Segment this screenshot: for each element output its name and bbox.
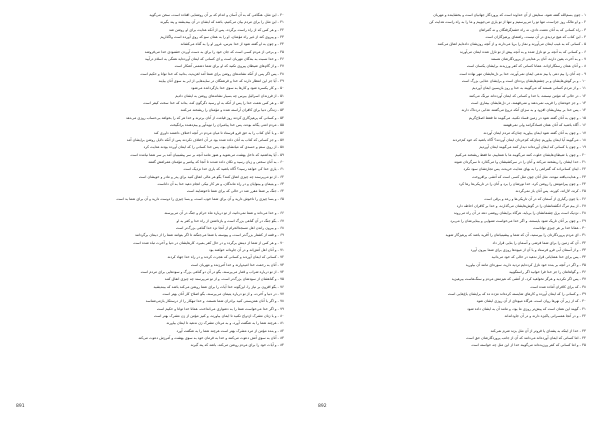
text-line: ۱ - چون بسم‌الله گفته شود، ستایش از آن خداوند است که پروردگار جهانیان است و بخشاینده و مهربان (433, 13, 586, 17)
text-line: ۱۸ - می‌گویند آیا ایمان بیاوریم چنان‌که کم‌خردان ایمان آوردند؟ آگاه باشید که خود کم‌خردند (452, 137, 586, 142)
text-line: ۵۶ - و با آنان کتاب را به حق فرو فرستاد تا میان مردم در آنچه اختلاف داشتند داوری کند (153, 130, 284, 135)
text-line: ۶۱ - یاری خدا کی خواهد رسید؟ آگاه باشید که یاری خدا نزدیک است (183, 167, 284, 172)
text-line: ۴۴ - و چون به او گفته شود از خدا بترس، غرور او را به گناه می‌کشاند (180, 42, 284, 47)
text-line: ۶۷ - بگو جنگ در آن گناهی بزرگ است و بازداشتن از راه خدا و کفر به او (176, 218, 284, 223)
text-line: ۲۶ - یا چون رگباری از آسمان که در آن تاریکی‌ها و رعد و برقی است (484, 196, 586, 201)
text-line: ۳۰ - همانا خدا بر هر چیزی تواناست (533, 225, 586, 230)
text-line: ۶۰ - به آنان سختی و زیان رسید و تکان داده شدند تا آنجا که پیامبر و مؤمنان همراهش گفتند (148, 159, 284, 164)
text-line: ۵۴ - و کسانی که پرهیزگاری کردند روز قیامت از آنان برترند و خدا هر که را بخواهد بی‌حساب روزی می‌دهد (125, 115, 284, 120)
text-line: ۴۱ - این مثل را برای مردم بیان می‌کنیم، باشد که ایشان در آن بیندیشند و پند بگیرند (160, 20, 284, 25)
text-line: ۴۰ - این مثل، هنگامی که به آن آسان و اندام که بر آن روشنایی افتاده است، سخن می‌گوید (149, 13, 284, 17)
text-line: ۵۲ - و هر کس نعمت خدا را پس از آنکه به او رسید دگرگون کند، بداند که خدا سخت کیفر است (143, 101, 284, 106)
text-line: ۵۷ - و جز کسانی که کتاب به آنان داده شده بود در آن اختلاف نکردند پس از آنکه دلایل روشن برایشان آمد (126, 137, 284, 142)
text-line: ۱۰ - و بر گوش‌هایشان و بر چشم‌هایشان پرده‌ای است و برایشان عذابی بزرگ است (461, 79, 586, 84)
text-line: ۳۴ - پس برای خدا همتایانی قرار ندهید در حالی که خود می‌دانید (491, 255, 586, 260)
left-page (14, 0, 284, 424)
text-line: ۴ - این کتاب که هیچ تردیدی در آن نیست، راهنمای پرهیزگاران است (485, 35, 586, 40)
text-line: ۳۶ - و گواهانتان را جز خدا فرا خوانید اگر راستگویید (509, 270, 586, 275)
text-line: ۶۵ - و بسا چیزی را ناخوش دارید و آن برای شما خوب است، و بسا چیزی را دوست دارید و آن برای شما بد است (116, 196, 284, 201)
text-line: ۸۲ - و بنده مؤمن از مرد مشرک بهتر است هرچند شما را به شگفت آورد (176, 328, 284, 333)
text-line: ۴۲ - و هر کس که از راه راست برگردد، پس از آنکه هدایت برای او روشن شد (169, 27, 284, 32)
text-line: ۳۱ - ای مردم پروردگارتان را بپرستید، آن که شما و پیشینیانتان را آفرید باشد که پرهیزگار شوید (445, 233, 586, 238)
text-line: ۲۵ - کرند، لال‌اند، کورند، پس آنان باز نمی‌گردند (515, 189, 586, 194)
text-line: ۸ - و آنان همان رستگاران‌اند، همانا کسانی که کفر ورزیدند برایشان یکسان است (466, 64, 586, 69)
text-line: ۴۹ - آیا جز این انتظار دارند که خدا و فرشتگان در سایه‌هایی از ابر به سوی آنان بیایند (158, 79, 284, 84)
text-line: ۷۲ - کسانی که ایمان آوردند و کسانی که هجرت کردند و در راه خدا جهاد کردند (167, 255, 284, 260)
left-page-text (14, 12, 284, 350)
text-line: ۶ - و کسانی که به آنچه بر تو نازل شده و به آنچه پیش از تو نازل شده ایمان می‌آورند (459, 49, 586, 54)
text-line: ۷۹ - و اگر خدا می‌خواست شما را به دشواری می‌انداخت، همانا خدا توانا و حکیم است (156, 306, 284, 311)
text-line: ۷۷ - در دنیا و آخرت، و از تو درباره یتیمان می‌پرسند، بگو اصلاح کار آنان بهتر است (162, 292, 284, 297)
text-line: ۴۵ - و اما کسانی که کفر ورزیده‌اند می‌گویند خدا از این مثل چه خواسته است (471, 343, 586, 348)
text-line: ۲۰ - و چون با شیطان‌هایشان خلوت کنند می‌گویند ما با شماییم، ما فقط ریشخند می‌کنیم (455, 152, 586, 157)
text-line: ۶۶ - و خدا می‌داند و شما نمی‌دانید، از تو درباره ماه حرام و جنگ در آن می‌پرسند (164, 211, 284, 216)
text-line: ۱۴ - پس خدا بر بیماریشان افزود و به سزای آنکه دروغ می‌گفتند عذابی دردناک دارند (461, 108, 586, 113)
text-line: ۸۱ - هرچند شما را به شگفت آورد، و به مردان مشرک زن ندهید تا ایمان بیاورند (166, 321, 284, 326)
text-line: ۲۱ - خدا ایشان را ریشخند می‌کند و آنان را در سرکشیشان وا می‌گذارد تا سرگردان شوند (454, 159, 586, 164)
text-line: ۳۹ - و کسانی را که ایمان آورده و کارهای شایسته کرده‌اند مژده ده که برایشان باغ‌هایی است (447, 292, 586, 297)
text-line: ۲۴ - و چون پیرامونش را روشن کرد، خدا نورشان را برد و آنان را در تاریکی‌ها رها کرد (458, 181, 586, 186)
text-line: ۷۱ - و آنان اهل آتش‌اند و در آن جاودانه خواهند بود (209, 248, 284, 252)
text-line: ۳۷ - پس اگر نکردید و هرگز نخواهید کرد، از آتشی که هیزمش مردم و سنگ‌هاست بپرهیزید (451, 277, 586, 282)
text-line: ۶۳ - و یتیمان و بینوایان و در راه ماندگان، و هر کار نیکی انجام دهید خدا به آن داناست (157, 181, 284, 186)
text-line: ۴۲ - و در آنجا همسرانی پاکیزه دارند و در آن جاودانه‌اند (504, 314, 586, 319)
text-line: ۱۲ - در حالی که مؤمن نیستند، با خدا و کسانی که ایمان آورده‌اند نیرنگ می‌کنند (469, 93, 586, 98)
text-line: ۱۵ - و چون به آنان گفته شود در زمین فساد نکنید، می‌گویند ما فقط اصلاح‌گریم (468, 115, 586, 120)
text-line: ۴۶ - و خدا نسبت به بندگان مهربان است و ای کسانی که ایمان آورده‌اید همگی به اسلام درآیید (145, 57, 284, 62)
text-line: ۷ - و به آخرت یقین دارند، آنان بر هدایتی از پروردگارشان هستند (490, 57, 586, 62)
text-line: ۴۵ - و برخی از مردم کسی است که جان خود را برای به دست آوردن خشنودی خدا می‌فروشد (144, 49, 284, 54)
text-line: ۳۵ - و اگر در آنچه بر بنده خود نازل کرده‌ایم تردید دارید، سوره‌ای مانند آن بیاورید (465, 262, 586, 267)
text-line: ۵۰ - و کار یکسره شود و کارها به سوی خدا بازگردانده می‌شود (191, 86, 284, 91)
text-line: ۴۸ - پس اگر پس از آنکه نشانه‌های روشن برای شما آمد لغزیدید، بدانید که خدا توانا و حکیم است (140, 71, 284, 76)
text-line: ۴۷ - و از گام‌های شیطان پیروی نکنید که او برای شما دشمنی آشکار است (174, 64, 284, 69)
text-line: ۱۹ - و چون با کسانی که ایمان آورده‌اند دیدار کنند می‌گویند ایمان آوردیم (479, 145, 586, 150)
text-line: ۵۸ - از روی ستم و حسدی که میانشان بود، پس خدا کسانی را که ایمان آورده بودند هدایت کرد (143, 145, 284, 150)
text-line: ۲۹ - و چون بر آنان تاریک شود بایستند، و اگر خدا می‌خواست شنوایی و بینایی‌شان را می‌برد (450, 218, 586, 223)
right-page (316, 0, 586, 424)
text-line: ۸۴ - و آیات خود را برای مردم روشن می‌کند، باشد که پند گیرند (190, 343, 284, 348)
text-line: ۷۵ - و گناهشان از سودشان بزرگ‌تر است، و از تو می‌پرسند چه چیزی انفاق کنند (164, 277, 284, 282)
text-line: ۶۹ - و فتنه از کشتار بزرگ‌تر است، و پیوسته با شما می‌جنگند تا اگر بتوانند شما را از دینتان برگردانند (134, 233, 284, 238)
text-line: ۳۳ - و از آسمان آبی فرو فرستاد و با آن از میوه‌ها روزی برای شما بیرون آورد (470, 248, 586, 252)
text-line: ۷۸ - و اگر با آنان همزیستی کنید برادران شما هستند، و خدا تبهکار را از درستکار بازمی‌شناسد (145, 299, 284, 304)
text-line: ۵۳ - زندگی دنیا برای کافران آراسته شده و مؤمنان را ریشخند می‌کنند (180, 108, 284, 113)
text-line: ۶۲ - از تو می‌پرسند چه چیزی انفاق کنند؟ بگو هر مالی انفاق کنید برای پدر و مادر و خویشان است (138, 174, 284, 179)
text-line: ۳ - راه کسانی که به آنان نعمت دادی، نه راه خشم‌گرفتگان و نه گمراهان (478, 27, 586, 32)
left-page-number: 891 (16, 404, 25, 409)
text-line: ۶۴ - جنگ بر شما مقرر شد در حالی که برای شما ناخوشایند است (186, 189, 284, 194)
text-line: ۱۱ - و از مردم کسانی هستند که می‌گویند به خدا و روز بازپسین ایمان آوردیم (472, 86, 586, 91)
text-line: ۵۵ - مردم امتی یگانه بودند، پس خدا پیامبران را نویدآور و بیم‌دهنده برانگیخت (169, 123, 284, 128)
text-line: ۷۶ - بگو افزون بر نیاز را، این‌گونه خدا آیات را برای شما روشن می‌کند باشد که بیندیشید (153, 284, 284, 289)
text-line: ۷۳ - آنان به رحمت خدا امیدوارند و خدا آمرزنده و مهربان است (190, 262, 284, 267)
text-line: ۸۳ - آنان به سوی آتش دعوت می‌کنند و خدا به فرمان خود به سوی بهشت و آمرزش دعوت می‌کند (138, 336, 284, 341)
text-line: ۲۸ - نزدیک است برق چشمانشان را برباید، هرگاه برایشان روشنی دهد در آن راه می‌روند (453, 211, 586, 216)
text-line: ۵ - کسانی که به غیب ایمان می‌آورند و نماز را برپا می‌دارند و از آنچه روزیشان داده‌ایم انفاق می‌کنند (437, 42, 586, 47)
text-line: ۲۷ - از بیم مرگ انگشتانشان را در گوش‌هایشان می‌گذارند، و خدا بر کافران احاطه دارد (456, 203, 586, 208)
text-line: ۴۰ - که از زیر آن نهرها روان است، هرگاه میوه‌ای از آن روزی ایشان شود (476, 299, 586, 304)
text-line: ۳۲ - آن که زمین را برای شما فرشی و آسمان را بنایی قرار داد (492, 240, 586, 245)
text-line (316, 320, 586, 327)
right-page-text (316, 12, 586, 350)
text-line: ۳۸ - که برای کافران آماده شده است (530, 284, 586, 289)
text-line: ۴۳ - خدا از اینکه به پشه‌ای یا فروتر از آن مثل بزند شرم نمی‌کند (490, 328, 586, 333)
text-line: ۸۰ - و با زنان مشرک ازدواج نکنید تا ایمان بیاورند، و کنیز مؤمن از زن مشرک بهتر است (153, 314, 284, 319)
text-line: ۱۶ - آگاه باشید که آنان همان فسادگرانند ولی نمی‌فهمند (503, 123, 586, 128)
text-line: ۲۳ - و هدایت‌یافته نبودند، مثل آنان چون مثل کسی است که آتشی برافروخت (472, 174, 586, 179)
right-page-number: 892 (318, 404, 327, 409)
text-line: ۲۲ - اینان کسانی‌اند که گمراهی را به بهای هدایت خریدند، پس تجارتشان سود نکرد (463, 167, 586, 172)
text-line: ۵۱ - از فرزندان اسرائیل بپرس چه بسیار نشانه‌های روشن به ایشان دادیم (175, 93, 284, 98)
text-line: ۴۴ - اما کسانی که ایمان آورده‌اند می‌دانند که آن از جانب پروردگارشان حق است (466, 336, 586, 341)
text-line: ۷۴ - از تو درباره شراب و قمار می‌پرسند، بگو در آن دو گناهی بزرگ و سودهایی برای مردم است (140, 270, 284, 275)
text-line: ۱۳ - و جز خودشان را فریب نمی‌دهند و نمی‌فهمند، در دل‌هایشان بیماری است (470, 101, 586, 106)
text-line: ۷۰ - و هر کس از شما از دینش برگردد و در حال کفر بمیرد، کارهایشان در دنیا و آخرت تباه شده است (133, 240, 284, 245)
text-line (14, 203, 284, 210)
text-line: ۹ - چه آنان را بیم دهی یا بیم ندهی ایمان نمی‌آورند، خدا بر دل‌هایشان مهر نهاده است (459, 71, 586, 76)
text-line: ۴۳ - و پیروی کند از غیر راه مؤمنان، او را به همان سو که روی آورده است واگذاریم (160, 35, 284, 40)
text-line: ۱۷ - و چون به آنان گفته شود ایمان بیاورید چنان‌که مردم ایمان آوردند (483, 130, 586, 135)
text-line: ۴۱ - گویند این همان است که پیش‌تر روزی ما بود، و مانند آن به ایشان داده شود (467, 306, 586, 311)
text-line: ۲ - و او مالک روز جزاست، تنها تو را می‌پرستیم و تنها از تو یاری می‌جوییم و ما را به راه راست هدایت کن (429, 20, 586, 25)
text-line: ۶۸ - و بیرون راندن اهل مسجدالحرام از آنجا نزد خدا گناهی بزرگ‌تر است (175, 225, 284, 230)
text-line: ۵۹ - آیا پنداشتید که داخل بهشت می‌شوید و هنوز مانند آنچه بر سر پیشینیان آمد بر سر شما نیامده است (130, 152, 284, 157)
